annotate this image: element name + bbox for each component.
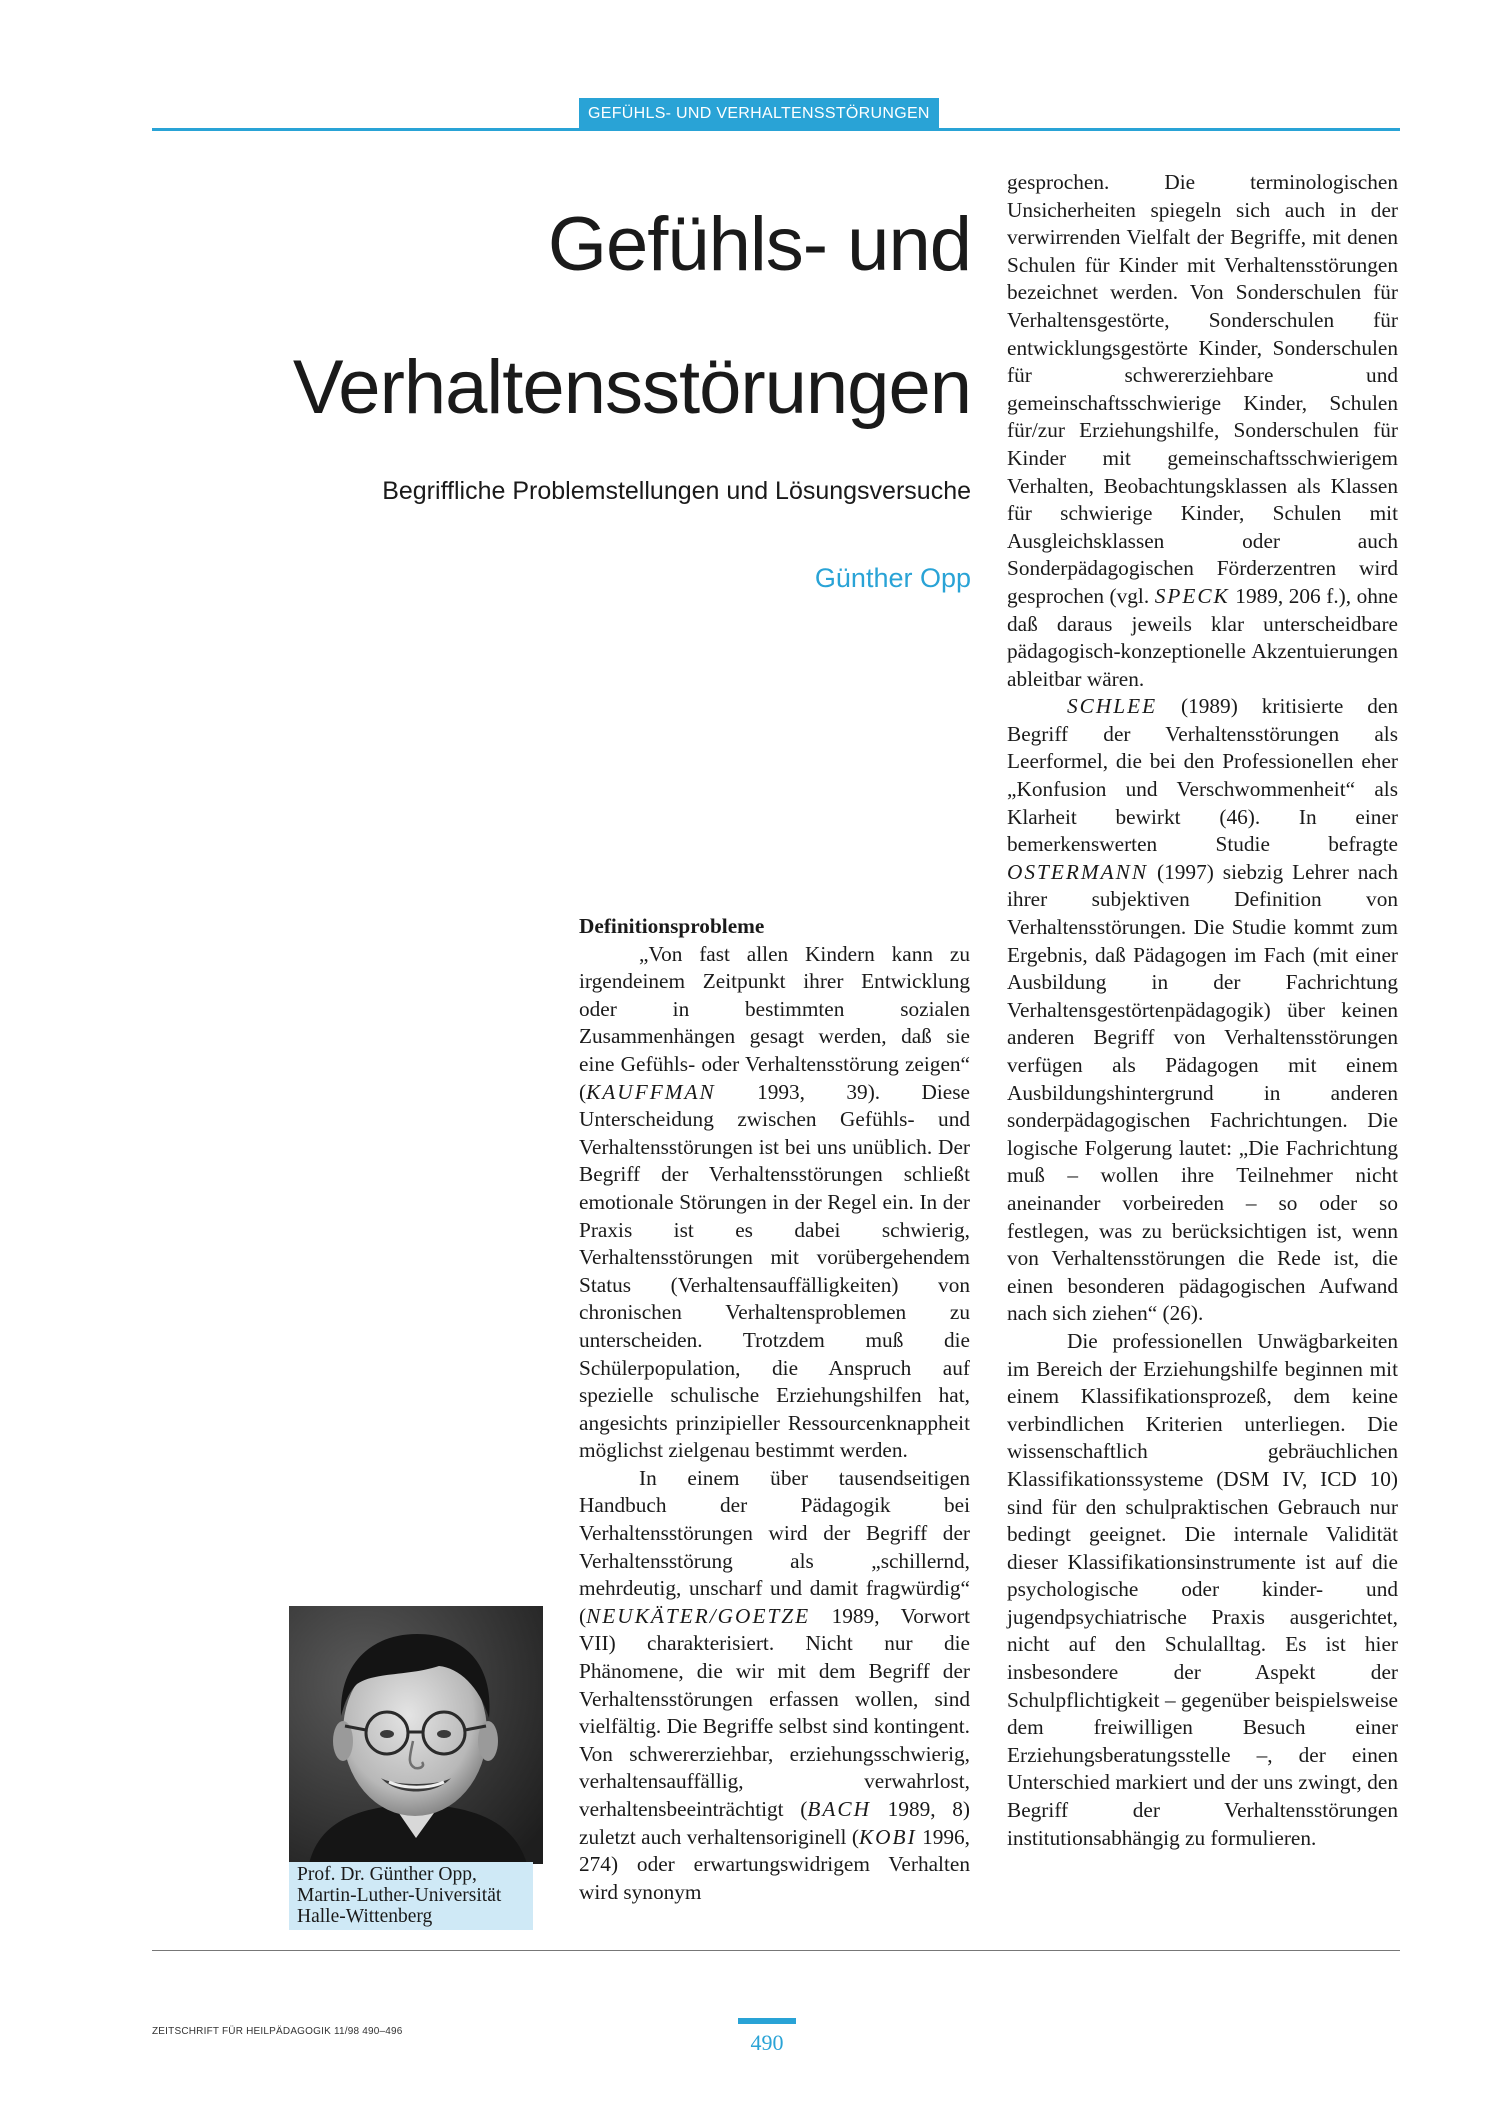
caption-line: Halle-Wittenberg [297, 1906, 433, 1927]
portrait-image [289, 1606, 543, 1864]
article-title-line-1: Gefühls- und [547, 202, 971, 287]
journal-reference: ZEITSCHRIFT FÜR HEILPÄDAGOGIK 11/98 490–496 [152, 2026, 403, 2037]
citation-author: SPECK [1154, 583, 1230, 608]
citation-author: BACH [807, 1797, 871, 1821]
paragraph: In einem über tausendseitigen Handbuch der Pädagogik bei Verhaltensstörungen wird der Begriff der Verhaltensstörung als „schillernd, mehrdeutig, unscharf und damit fragwürdig“ (NEUKÄTER/GOETZE 1989, Vorwort VII) charakterisiert. Nicht nur die Phänomene, die wir mit dem Begriff der Verhaltensstörungen erfassen wollen, sind vielfältig. Die Begriffe selbst sind kontingent. Von schwererziehbar, erziehungsschwierig, verhaltensauffällig, verwahrlost, verhaltensbeeinträchtigt (BACH 1989, 8) zuletzt auch verhaltensoriginell (KOBI 1996, 274) oder erwartungswidrigem Verhalten wird synonym [579, 1465, 970, 1904]
page-number-tab [738, 2018, 796, 2024]
page-number: 490 [750, 2030, 784, 2055]
footer-rule [152, 1950, 1400, 1951]
text-column-right [1007, 169, 1398, 1852]
article-title-line-2: Verhaltensstörungen [292, 345, 971, 430]
text-column-middle [579, 913, 970, 1906]
citation-author: NEUKÄTER/GOETZE [586, 1603, 811, 1628]
paragraph: SCHLEE (1989) kritisierte den Begriff der Verhaltensstörungen als Leerformel, die bei den Professionellen eher „Konfusion und Verschwommenheit“ als Klarheit bewirkt (46). In einer bemerkenswerten Studie befragte OSTERMANN (1997) siebzig Lehrer nach ihrer subjektiven Definition von Verhaltensstörungen. Die Studie kommt zum Ergebnis, daß Pädagogen im Fach (mit einer Ausbildung in der Fachrichtung Verhaltensgestörtenpädagogik) über keinen anderen Begriff von Verhaltensstörungen verfügen als Pädagogen mit einem Ausbildungshintergrund in anderen sonderpädagogischen Fachrichtungen. Die logische Folgerung lautet: „Die Fachrichtung muß – wollen ihre Teilnehmer nicht aneinander vorbeireden – so oder so festlegen, was zu berücksichtigen ist, wenn von Verhaltensstörungen die Rede ist, die einen besonderen pädagogischen Aufwand nach sich ziehen“ (26). [1007, 694, 1398, 1326]
caption-line: Martin-Luther-Universität [297, 1885, 502, 1906]
header-rule [152, 128, 1400, 131]
article-subtitle: Begriffliche Problemstellungen und Lösungsversuche [382, 477, 971, 505]
author-photo [289, 1606, 543, 1864]
photo-caption [289, 1862, 533, 1930]
citation-author: KOBI [858, 1824, 917, 1849]
citation-author: KAUFFMAN [586, 1079, 716, 1104]
paragraph: Die professionellen Unwägbarkeiten im Bereich der Erziehungshilfe beginnen mit einem Klassifikationsprozeß, dem keine verbindlichen Kriterien unterliegen. Die wissenschaftlich gebräuchlichen Klassifikationssysteme (DSM IV, ICD 10) sind für den schulpraktischen Gebrauch nur bedingt geeignet. Die internale Validität dieser Klassifikationsinstrumente ist auf die psychologische oder kinder- und jugendpsychiatrische Praxis ausgerichtet, nicht auf den Schulalltag. Es ist hier insbesondere der Aspekt der Schulpflichtigkeit – gegenüber beispielsweise dem freiwilligen Besuch einer Erziehungsberatungsstelle –, der einen Unterschied markiert und der uns zwingt, den Begriff der Verhaltensstörungen institutionsabhängig zu formulieren. [1007, 1328, 1398, 1850]
citation-author: OSTERMANN [1007, 859, 1149, 884]
paragraph: gesprochen. Die terminologischen Unsicherheiten spiegeln sich auch in der verwirrenden Vielfalt der Begriffe, mit denen Schulen für Kinder mit Verhaltensstörungen bezeichnet werden. Von Sonderschulen für Verhaltensgestörte, Sonderschulen für entwicklungsgestörte Kinder, Sonderschulen für schwererziehbare und gemeinschaftsschwierige Kinder, Schulen für/zur Erziehungshilfe, Sonderschulen für Kinder mit gemeinschaftsschwierigem Verhalten, Beobachtungsklassen als Klassen für schwierige Kinder, Schulen mit Ausgleichsklassen oder auch Sonderpädagogischen Förderzentren wird gesprochen (vgl. SPECK 1989, 206 f.), ohne daß daraus jeweils klar unterscheidbare pädagogisch-konzeptionelle Akzentuierungen ableitbar wären. [1007, 170, 1398, 691]
paragraph: „Von fast allen Kindern kann zu irgendeinem Zeitpunkt ihrer Entwicklung oder in bestimmten sozialen Zusammenhängen gesagt werden, daß sie eine Gefühls- oder Verhaltensstörung zeigen“ (KAUFFMAN 1993, 39). Diese Unterscheidung zwischen Gefühls- und Verhaltensstörungen ist bei uns unüblich. Der Begriff der Verhaltensstörungen schließt emotionale Störungen in der Regel ein. In der Praxis ist es dabei schwierig, Verhaltensstörungen mit vorübergehendem Status (Verhaltensauffälligkeiten) von chronischen Verhaltensproblemen zu unterscheiden. Trotzdem muß die Schülerpopulation, die Anspruch auf spezielle schulische Erziehungshilfen hat, angesichts prinzipieller Ressourcenknappheit möglichst zielgenau bestimmt werden. [579, 941, 970, 1463]
section-heading: Definitionsprobleme [579, 914, 765, 938]
citation-author: SCHLEE [1067, 694, 1158, 719]
section-label: GEFÜHLS- UND VERHALTENSSTÖRUNGEN [579, 98, 939, 128]
caption-line: Prof. Dr. Günther Opp, [297, 1864, 477, 1885]
author-name: Günther Opp [814, 563, 971, 593]
